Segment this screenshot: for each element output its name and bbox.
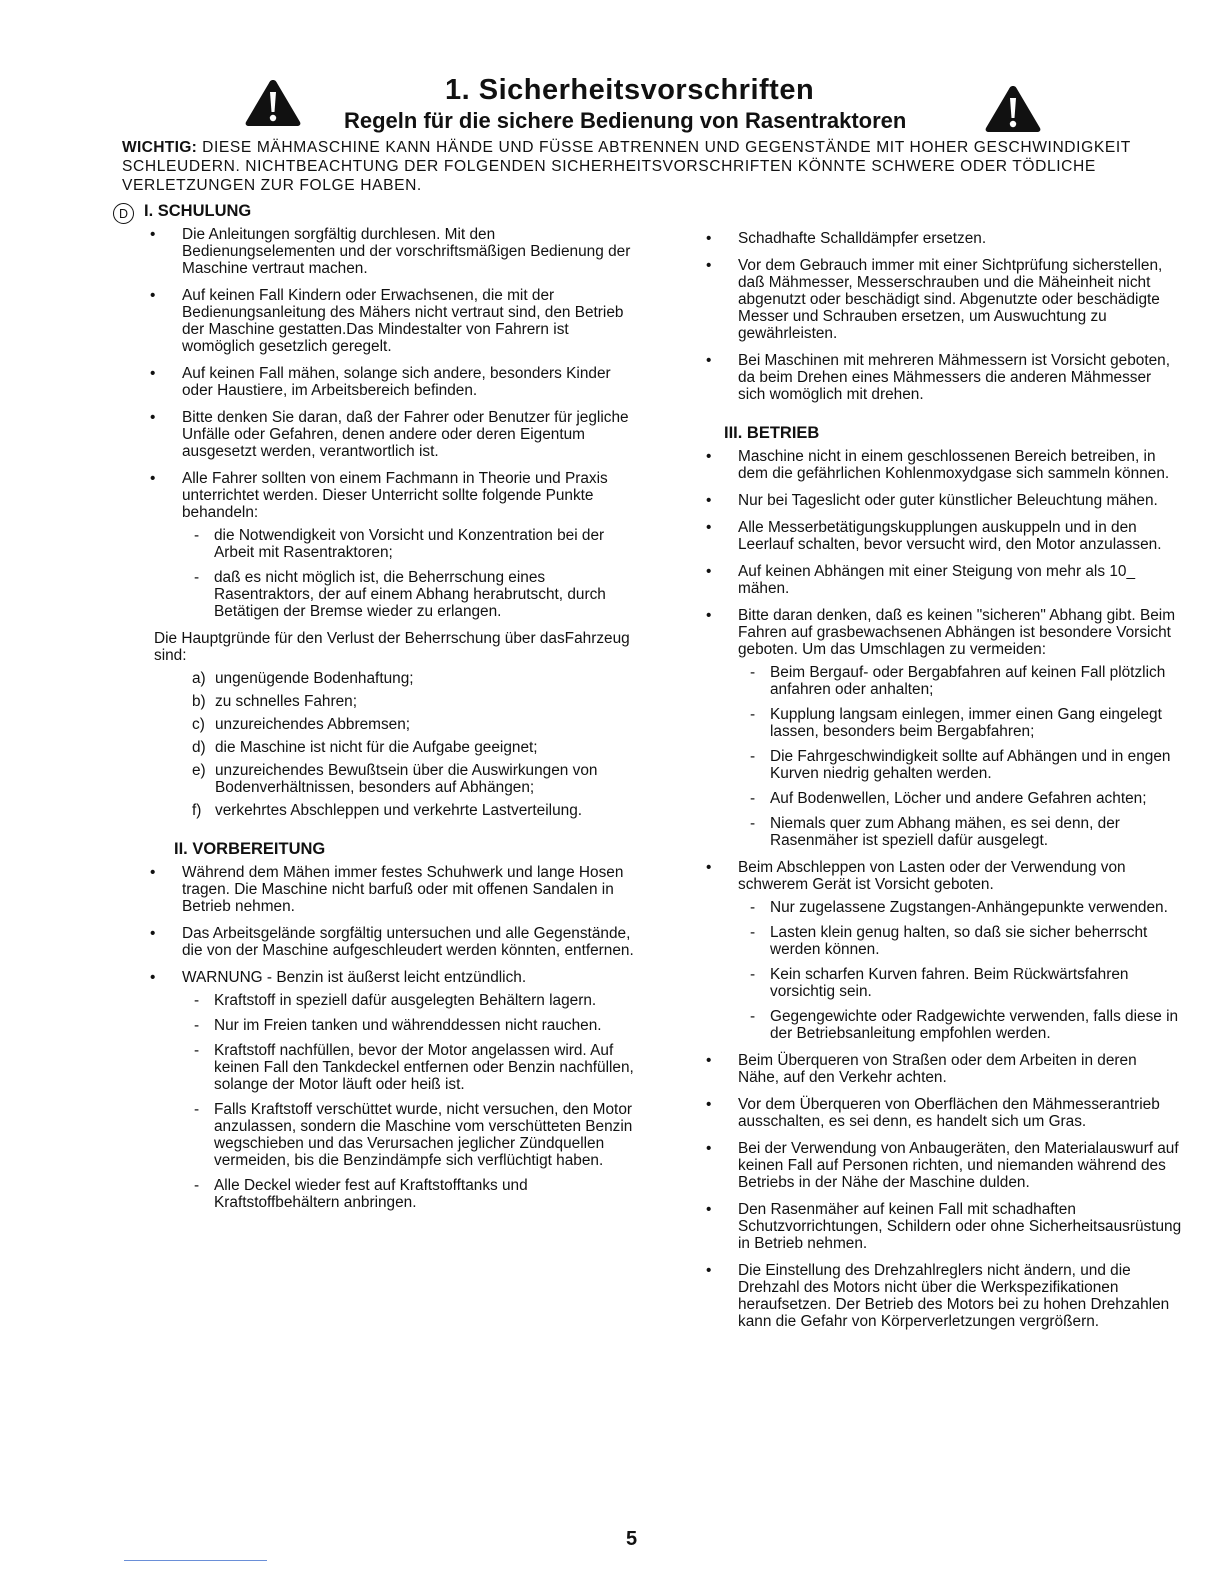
list-item xyxy=(122,969,634,1211)
list-item xyxy=(678,859,1182,1042)
item-text: ungenügende Bodenhaftung; xyxy=(215,670,414,687)
vorbereitung-list xyxy=(122,864,634,1211)
important-notice xyxy=(122,138,1182,195)
heading-text: I. SCHULUNG xyxy=(144,202,252,220)
sub-list-item: - Nur zugelassene Zugstangen-Anhängepunkte verwenden. xyxy=(738,899,1182,916)
list-item: • Die Einstellung des Drehzahlreglers nicht ändern, und die Drehzahl des Motors nicht über die Werkspezifikationen heraufsetzen. Der Betrieb des Motors bei zu hohen Drehzahlen kann die Gefahr von Körperverletzungen vergrößern. xyxy=(678,1262,1182,1330)
list-item: • Auf keinen Fall mähen, solange sich andere, besonders Kinder oder Haustiere, im Arbeitsbereich befinden. xyxy=(122,365,634,399)
list-item: • Die Anleitungen sorgfältig durchlesen. Mit den Bedienungselementen und der vorschriftsmäßigen Bedienung der Maschine vertraut machen. xyxy=(122,226,634,277)
vorbereitung-continued-list xyxy=(678,230,1182,403)
list-item: • Bei Maschinen mit mehreren Mähmessern ist Vorsicht geboten, da beim Drehen eines Mähmessers die anderen Mähmesser sich womöglich mit drehen. xyxy=(678,352,1182,403)
list-item: • Auf keinen Abhängen mit einer Steigung von mehr als 10_ mähen. xyxy=(678,563,1182,597)
list-item: • Bei der Verwendung von Anbaugeräten, den Materialauswurf auf keinen Fall auf Personen richten, und niemanden während des Betriebs in der Nähe der Maschine dulden. xyxy=(678,1140,1182,1191)
sub-list-item: - Kupplung langsam einlegen, immer einen Gang eingelegt lassen, besonders beim Bergabfahren; xyxy=(738,706,1182,740)
list-item: • Bitte denken Sie daran, daß der Fahrer oder Benutzer für jegliche Unfälle oder Gefahren, denen andere oder deren Eigentum ausgesetzt werden, verantwortlich ist. xyxy=(122,409,634,460)
list-item: • Alle Messerbetätigungskupplungen auskuppeln und in den Leerlauf schalten, bevor versucht wird, den Motor anzulassen. xyxy=(678,519,1182,553)
list-item: • Das Arbeitsgelände sorgfältig untersuchen und alle Gegenstände, die von der Maschine aufgeschleudert werden könnten, entfernen. xyxy=(122,925,634,959)
item-text: unzureichendes Abbremsen; xyxy=(215,716,411,733)
list-item xyxy=(122,716,634,733)
section-heading-vorbereitung: II. VORBEREITUNG xyxy=(174,840,326,858)
list-item: • Maschine nicht in einem geschlossenen Bereich betreiben, in dem die gefährlichen Kohlenmoxydgase sich sammeln können. xyxy=(678,448,1182,482)
list-item: • Auf keinen Fall Kindern oder Erwachsenen, die mit der Bedienungsanleitung des Mähers nicht vertraut sind, den Betrieb der Maschine gestatten.Das Mindestalter von Fahrern ist womöglich gesetzlich geregelt. xyxy=(122,287,634,355)
right-column xyxy=(706,230,1182,1340)
page-subtitle: Regeln für die sichere Bedienung von Rasentraktoren xyxy=(344,108,907,133)
sub-list-item: - Falls Kraftstoff verschüttet wurde, nicht versuchen, den Motor anzulassen, sondern die Maschine vom verschütteten Benzin wegschieben und das Verursachen jeglicher Zündquellen vermeiden, bis die Benzindämpfe sich verflüchtigt haben. xyxy=(182,1101,634,1169)
sub-list-item: - Die Fahrgeschwindigkeit sollte auf Abhängen und in engen Kurven niedrig gehalten werden. xyxy=(738,748,1182,782)
schulung-list xyxy=(122,226,634,620)
sub-list-item: - Kraftstoff nachfüllen, bevor der Motor angelassen wird. Auf keinen Fall den Tankdeckel entfernen oder Benzin nachfüllen, solange der Motor läuft oder heiß ist. xyxy=(182,1042,634,1093)
reasons-list xyxy=(122,670,634,819)
slope-sub-list xyxy=(738,664,1182,849)
sub-list-item: - daß es nicht möglich ist, die Beherrschung eines Rasentraktors, der auf einem Abhang herabrutscht, durch Betätigen der Bremse wieder zu erlangen. xyxy=(182,569,634,620)
list-item-text: Bitte daran denken, daß es keinen "sicheren" Abhang gibt. Beim Fahren auf grasbewachsenen Abhängen ist besondere Vorsicht geboten. Um das Umschlagen zu vermeiden: xyxy=(738,607,1176,658)
list-item: • Schadhafte Schalldämpfer ersetzen. xyxy=(678,230,1182,247)
page-title: 1. Sicherheitsvorschriften xyxy=(445,74,815,106)
list-item-text: WARNUNG - Benzin ist äußerst leicht entzündlich. xyxy=(182,969,527,986)
item-text: die Maschine ist nicht für die Aufgabe geeignet; xyxy=(215,739,538,756)
fuel-sub-list xyxy=(182,992,634,1211)
item-label: c) xyxy=(192,716,205,733)
sub-list-item: - Alle Deckel wieder fest auf Kraftstofftanks und Kraftstoffbehältern anbringen. xyxy=(182,1177,634,1211)
list-item: • Vor dem Überqueren von Oberflächen den Mähmesserantrieb ausschalten, es sei denn, es handelt sich um Gras. xyxy=(678,1096,1182,1130)
sub-list-item: - Auf Bodenwellen, Löcher und andere Gefahren achten; xyxy=(738,790,1182,807)
list-item xyxy=(678,607,1182,849)
list-item: • Den Rasenmäher auf keinen Fall mit schadhaften Schutzvorrichtungen, Schildern oder ohne Sicherheitsausrüstung in Betrieb nehmen. xyxy=(678,1201,1182,1252)
sub-list-item: - Beim Bergauf- oder Bergabfahren auf keinen Fall plötzlich anfahren oder anhalten; xyxy=(738,664,1182,698)
list-item: • Beim Überqueren von Straßen oder dem Arbeiten in deren Nähe, auf den Verkehr achten. xyxy=(678,1052,1182,1086)
item-text: verkehrtes Abschleppen und verkehrte Lastverteilung. xyxy=(215,802,583,819)
section-heading-betrieb: III. BETRIEB xyxy=(724,424,820,442)
item-label: d) xyxy=(192,739,206,756)
warning-triangle-icon xyxy=(244,78,302,128)
list-item: • Vor dem Gebrauch immer mit einer Sichtprüfung sicherstellen, daß Mähmesser, Messerschrauben und die Mäheinheit nicht abgenutzt oder beschädigt sind. Abgenutzte oder beschädigte Messer und Schrauben ersetzen, um Auswuchtung zu gewährleisten. xyxy=(678,257,1182,342)
item-text: zu schnelles Fahren; xyxy=(215,693,358,710)
list-item xyxy=(122,802,634,819)
page-number: 5 xyxy=(626,1528,638,1550)
list-item-text: Beim Abschleppen von Lasten oder der Verwendung von schwerem Gerät ist Vorsicht geboten. xyxy=(738,859,1126,893)
sub-list-item: - Gegengewichte oder Radgewichte verwenden, falls diese in der Betriebsanleitung empfohlen werden. xyxy=(738,1008,1182,1042)
sub-list-item: - die Notwendigkeit von Vorsicht und Konzentration bei der Arbeit mit Rasentraktoren; xyxy=(182,527,634,561)
footer-rule xyxy=(124,1560,267,1561)
item-label: f) xyxy=(192,802,202,819)
schulung-sub-list xyxy=(182,527,634,620)
list-item xyxy=(122,470,634,620)
important-label: WICHTIG: xyxy=(122,139,198,156)
section-heading-schulung xyxy=(118,202,634,221)
betrieb-list xyxy=(678,448,1182,1330)
list-item: • Nur bei Tageslicht oder guter künstlicher Beleuchtung mähen. xyxy=(678,492,1182,509)
list-item xyxy=(122,693,634,710)
list-item xyxy=(122,762,634,796)
item-text: unzureichendes Bewußtsein über die Auswirkungen von Bodenverhältnissen, besonders auf Abhängen; xyxy=(215,762,598,796)
sub-list-item: - Lasten klein genug halten, so daß sie sicher beherrscht werden können. xyxy=(738,924,1182,958)
warning-triangle-icon xyxy=(984,84,1042,134)
list-item-text: Alle Fahrer sollten von einem Fachmann in Theorie und Praxis unterrichtet werden. Dieser Unterricht sollte folgende Punkte behandeln: xyxy=(182,470,608,521)
item-label: e) xyxy=(192,762,206,779)
sub-list-item: - Niemals quer zum Abhang mähen, es sei denn, der Rasenmäher ist speziell dafür ausgelegt. xyxy=(738,815,1182,849)
list-item: • Während dem Mähen immer festes Schuhwerk und lange Hosen tragen. Die Maschine nicht barfuß oder mit offenen Sandalen in Betrieb nehmen. xyxy=(122,864,634,915)
left-column xyxy=(118,202,634,1221)
sub-list-item: - Kein scharfen Kurven fahren. Beim Rückwärtsfahren vorsichtig sein. xyxy=(738,966,1182,1000)
towing-sub-list xyxy=(738,899,1182,1042)
list-item xyxy=(122,739,634,756)
language-badge: D xyxy=(113,203,134,224)
sub-list-item: - Kraftstoff in speziell dafür ausgelegten Behältern lagern. xyxy=(182,992,634,1009)
reasons-intro: Die Hauptgründe für den Verlust der Beherrschung über dasFahrzeug sind: xyxy=(154,630,630,664)
sub-list-item: - Nur im Freien tanken und währenddessen nicht rauchen. xyxy=(182,1017,634,1034)
item-label: b) xyxy=(192,693,206,710)
important-text: DIESE MÄHMASCHINE KANN HÄNDE UND FÜSSE ABTRENNEN UND GEGENSTÄNDE MIT HOHER GESCHWINDIGKEIT SCHLEUDERN. NICHTBEACHTUNG DER FOLGENDEN SICHERHEITSVORSCHRIFTEN KÖNNTE SCHWERE ODER TÖDLICHE VERLETZUNGEN ZUR FOLGE HABEN. xyxy=(122,139,1131,194)
item-label: a) xyxy=(192,670,206,687)
list-item xyxy=(122,670,634,687)
